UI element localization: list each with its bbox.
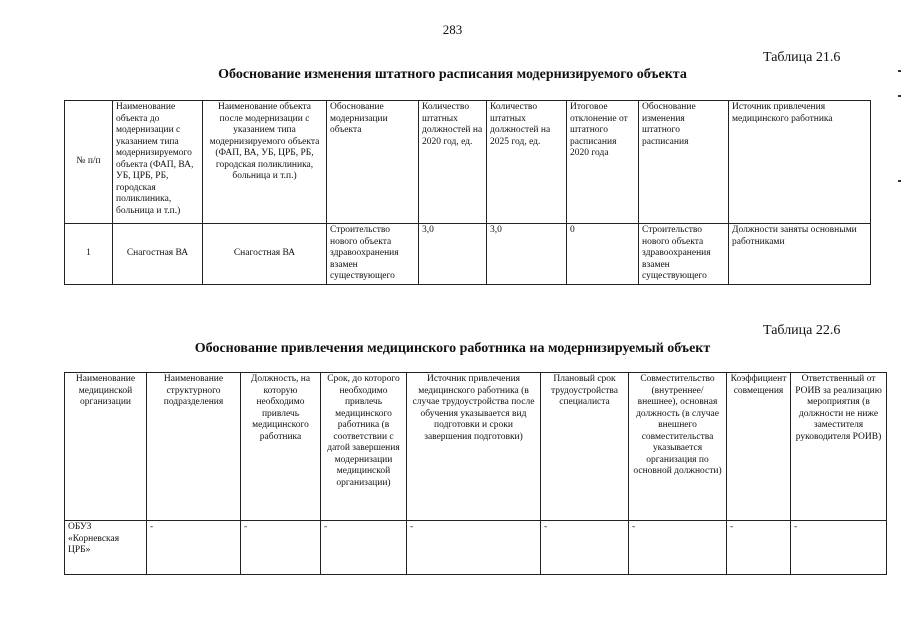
header-cell: Совместительство (внутреннее/внешнее), основная должность (в случае внешнего совместительства указывается организация по основной должности) bbox=[629, 373, 727, 521]
header-cell: Плановый срок трудоустройства специалиста bbox=[541, 373, 629, 521]
cell: - bbox=[321, 521, 407, 575]
header-cell: № п/п bbox=[65, 101, 113, 224]
cell: 3,0 bbox=[487, 224, 567, 285]
table-row bbox=[65, 224, 871, 285]
cell: Снагостная ВА bbox=[203, 224, 327, 285]
recruitment-table bbox=[64, 372, 887, 575]
header-cell: Итоговое отклонение от штатного расписания 2020 года bbox=[567, 101, 639, 224]
cell: - bbox=[407, 521, 541, 575]
header-cell: Количество штатных должностей на 2025 год, ед. bbox=[487, 101, 567, 224]
scan-mark bbox=[898, 70, 901, 72]
cell: - bbox=[727, 521, 791, 575]
table1-caption: Таблица 21.6 bbox=[763, 50, 841, 65]
scan-mark bbox=[898, 180, 901, 182]
cell: - bbox=[541, 521, 629, 575]
header-cell: Наименование медицинской организации bbox=[65, 373, 147, 521]
staffing-table bbox=[64, 100, 871, 285]
header-cell: Обоснование изменения штатного расписания bbox=[639, 101, 729, 224]
cell: ОБУЗ «Корневская ЦРБ» bbox=[65, 521, 147, 575]
cell: Снагостная ВА bbox=[113, 224, 203, 285]
table-row bbox=[65, 521, 887, 575]
cell: - bbox=[629, 521, 727, 575]
cell: Строительство нового объекта здравоохранения взамен существующего bbox=[327, 224, 419, 285]
cell: - bbox=[147, 521, 241, 575]
table-header-row bbox=[65, 373, 887, 521]
table-header-row bbox=[65, 101, 871, 224]
header-cell: Источник привлечения медицинского работника bbox=[729, 101, 871, 224]
header-cell: Количество штатных должностей на 2020 год, ед. bbox=[419, 101, 487, 224]
header-cell: Обоснование модернизации объекта bbox=[327, 101, 419, 224]
cell: 1 bbox=[65, 224, 113, 285]
cell: - bbox=[791, 521, 887, 575]
cell: 0 bbox=[567, 224, 639, 285]
cell: Строительство нового объекта здравоохранения взамен существующего bbox=[639, 224, 729, 285]
scan-mark bbox=[898, 95, 901, 97]
table1-title: Обоснование изменения штатного расписания модернизируемого объекта bbox=[218, 67, 687, 82]
header-cell: Должность, на которую необходимо привлечь медицинского работника bbox=[241, 373, 321, 521]
cell: Должности заняты основными работниками bbox=[729, 224, 871, 285]
header-cell: Наименование объекта до модернизации с указанием типа модернизируемого объекта (ФАП, ВА, УБ, ЦРБ, РБ, городская поликлиника, больница и т.п.) bbox=[113, 101, 203, 224]
header-cell: Наименование объекта после модернизации с указанием типа модернизируемого объекта (ФАП, ВА, УБ, ЦРБ, РБ, городская поликлиника, больница и т.п.) bbox=[203, 101, 327, 224]
cell: - bbox=[241, 521, 321, 575]
header-cell: Коэффициент совмещения bbox=[727, 373, 791, 521]
page-number: 283 bbox=[442, 22, 463, 37]
table2-caption: Таблица 22.6 bbox=[763, 323, 841, 338]
header-cell: Наименование структурного подразделения bbox=[147, 373, 241, 521]
table2-title: Обоснование привлечения медицинского работника на модернизируемый объект bbox=[194, 341, 711, 356]
header-cell: Источник привлечения медицинского работника (в случае трудоустройства после обучения указывается вид подготовки и сроки завершения подготовки) bbox=[407, 373, 541, 521]
cell: 3,0 bbox=[419, 224, 487, 285]
header-cell: Срок, до которого необходимо привлечь медицинского работника (в соответствии с датой завершения модернизации медицинской организации) bbox=[321, 373, 407, 521]
header-cell: Ответственный от РОИВ за реализацию мероприятия (в должности не ниже заместителя руководителя РОИВ) bbox=[791, 373, 887, 521]
